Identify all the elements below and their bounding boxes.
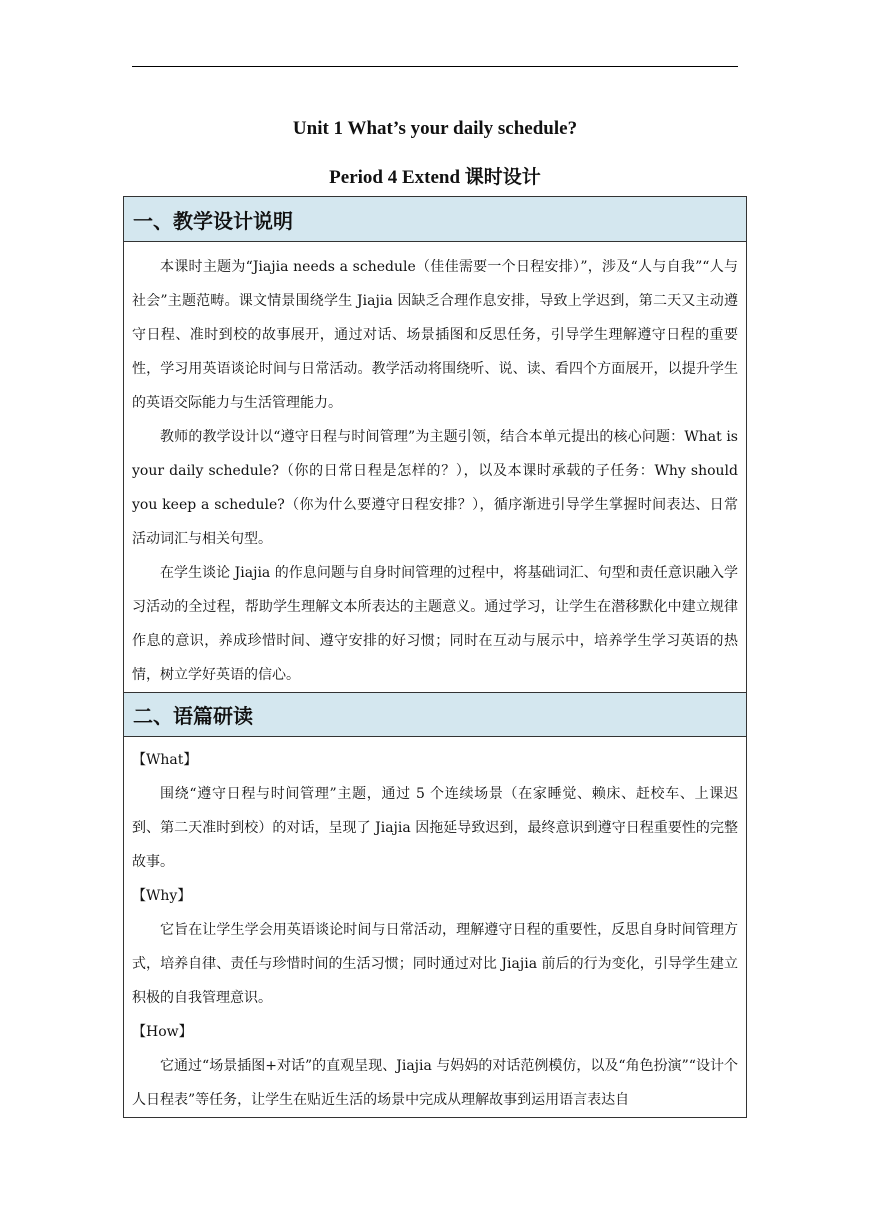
why-paragraph: 它旨在让学生学会用英语谈论时间与日常活动，理解遵守日程的重要性，反思自身时间管理方式，培养自律、责任与珍惜时间的生活习惯；同时通过对比 Jiajia 前后的行为变化，引导学生建立积极的自我管理意识。 [132,922,738,1006]
how-label: 【How】 [132,1024,193,1040]
lesson-design-table [123,196,747,1118]
section-heading-design-notes: 一、教学设计说明 [124,197,746,242]
design-paragraph: 在学生谈论 Jiajia 的作息问题与自身时间管理的过程中，将基础词汇、句型和责任意识融入学习活动的全过程，帮助学生理解文本所表达的主题意义。通过学习，让学生在潜移默化中建立规律作息的意识，养成珍惜时间、遵守安排的好习惯；同时在互动与展示中，培养学生学习英语的热情，树立学好英语的信心。 [132,565,738,683]
section-body-text-study [124,737,746,1117]
header-rule [132,66,738,67]
what-paragraph: 围绕“遵守日程与时间管理”主题，通过 5 个连续场景（在家睡觉、赖床、赶校车、上课迟到、第二天准时到校）的对话，呈现了 Jiajia 因拖延导致迟到，最终意识到遵守日程重要性的完整故事。 [132,786,738,870]
period-title: Period 4 Extend 课时设计 [329,167,541,188]
unit-title: Unit 1 What’s your daily schedule? [292,118,578,139]
what-label: 【What】 [132,752,198,768]
section-body-design-notes [124,242,746,692]
design-paragraph: 教师的教学设计以“遵守日程与时间管理”为主题引领，结合本单元提出的核心问题：What is your daily schedule?（你的日常日程是怎样的？），以及本课时承载的子任务：Why should you keep a schedule?（你为什么要遵守日程安排？），循序渐进引导学生掌握时间表达、日常活动词汇与相关句型。 [132,429,738,547]
design-paragraph: 本课时主题为“Jiajia needs a schedule（佳佳需要一个日程安排）”，涉及“人与自我”“人与社会”主题范畴。课文情景围绕学生 Jiajia 因缺乏合理作息安排，导致上学迟到，第二天又主动遵守日程、准时到校的故事展开，通过对话、场景插图和反思任务，引导学生理解遵守日程的重要性，学习用英语谈论时间与日常活动。教学活动将围绕听、说、读、看四个方面展开，以提升学生的英语交际能力与生活管理能力。 [132,259,738,411]
why-label: 【Why】 [132,888,192,904]
how-paragraph: 它通过“场景插图+对话”的直观呈现、Jiajia 与妈妈的对话范例模仿，以及“角色扮演”“设计个人日程表”等任务，让学生在贴近生活的场景中完成从理解故事到运用语言表达自 [132,1058,738,1108]
section-heading-text-study: 二、语篇研读 [124,692,746,737]
